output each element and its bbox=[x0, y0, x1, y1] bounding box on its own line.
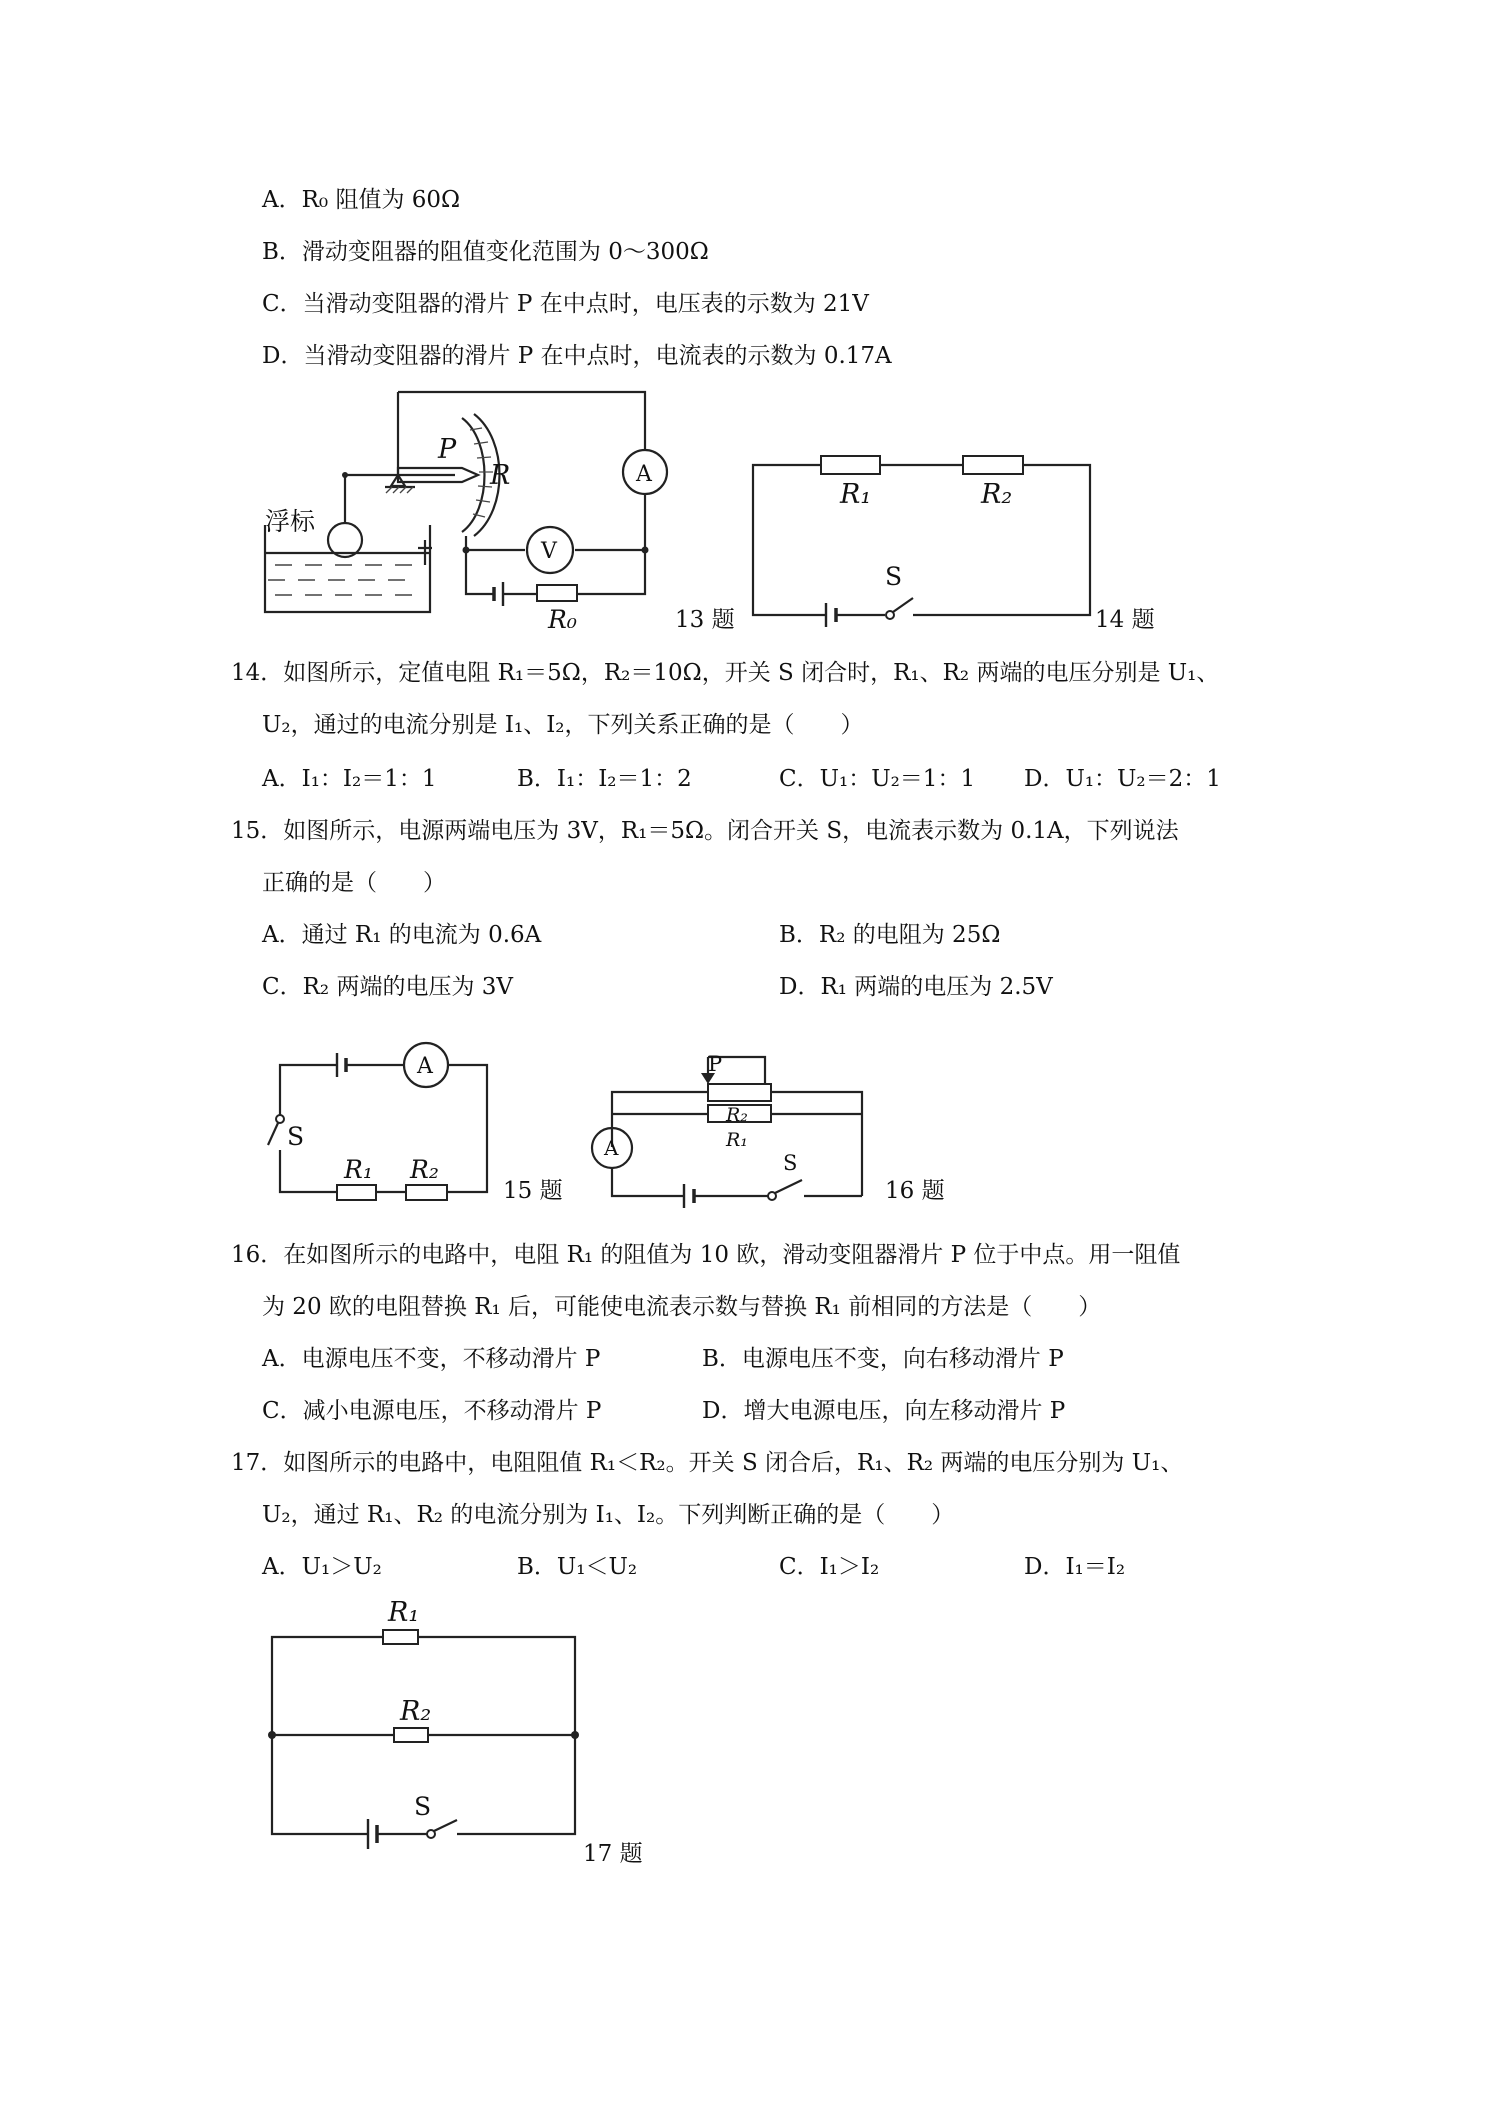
q14-stem-line-1: 14．如图所示，定值电阻 R₁＝5Ω，R₂＝10Ω，开关 S 闭合时，R₁、R₂ 两端的电压分别是 U₁、 bbox=[231, 660, 1220, 686]
q17-option-a: A．U₁＞U₂ bbox=[262, 1554, 382, 1580]
q17-option-b: B．U₁＜U₂ bbox=[517, 1554, 638, 1580]
fig13-label-r: R bbox=[490, 460, 511, 491]
fig17-label-r1: R₁ bbox=[388, 1597, 420, 1628]
fig15-label-r1: R₁ bbox=[344, 1155, 373, 1184]
q15-stem-line-2: 正确的是（ ） bbox=[262, 870, 446, 896]
fig16-label-s: S bbox=[783, 1151, 798, 1175]
q14-option-d: D．U₁：U₂＝2：1 bbox=[1024, 766, 1221, 792]
fig13-voltmeter-label: V bbox=[541, 539, 557, 564]
fig13-ammeter-label: A bbox=[636, 462, 652, 487]
fig17-caption: 17 题 bbox=[583, 1841, 643, 1867]
fig17-label-r2: R₂ bbox=[400, 1696, 432, 1727]
q15-option-a: A．通过 R₁ 的电流为 0.6A bbox=[262, 922, 542, 948]
q17-option-c: C．I₁＞I₂ bbox=[779, 1554, 880, 1580]
q16-option-c: C．减小电源电压，不移动滑片 P bbox=[262, 1398, 602, 1424]
fig17-label-s: S bbox=[414, 1792, 432, 1821]
fig15-label-r2: R₂ bbox=[410, 1155, 439, 1184]
fig16-ammeter-label: A bbox=[604, 1136, 619, 1160]
q17-stem-line-2: U₂，通过 R₁、R₂ 的电流分别为 I₁、I₂。下列判断正确的是（ ） bbox=[262, 1502, 955, 1528]
fig16-label-r1: R₁ bbox=[726, 1129, 748, 1151]
fig15-caption: 15 题 bbox=[503, 1178, 563, 1204]
q16-option-d: D．增大电源电压，向左移动滑片 P bbox=[702, 1398, 1066, 1424]
fig13-float-label: 浮标 bbox=[265, 507, 316, 536]
q16-stem-line-1: 16．在如图所示的电路中，电阻 R₁ 的阻值为 10 欧，滑动变阻器滑片 P 位于中点。用一阻值 bbox=[231, 1242, 1181, 1268]
fig13-label-r0: R₀ bbox=[548, 605, 577, 634]
fig16-label-p: P bbox=[708, 1052, 723, 1076]
fig13-label-p: P bbox=[438, 434, 457, 465]
q16-option-b: B．电源电压不变，向右移动滑片 P bbox=[702, 1346, 1064, 1372]
fig14-label-r2: R₂ bbox=[981, 479, 1013, 510]
fig16-label-r2: R₂ bbox=[726, 1104, 748, 1126]
q13-option-c: C．当滑动变阻器的滑片 P 在中点时，电压表的示数为 21V bbox=[262, 291, 869, 317]
fig14-caption: 14 题 bbox=[1095, 607, 1155, 633]
q14-option-a: A．I₁：I₂＝1：1 bbox=[262, 766, 437, 792]
q17-option-d: D．I₁＝I₂ bbox=[1024, 1554, 1126, 1580]
q13-option-b: B．滑动变阻器的阻值变化范围为 0～300Ω bbox=[262, 239, 709, 265]
q15-option-c: C．R₂ 两端的电压为 3V bbox=[262, 974, 514, 1000]
q16-stem-line-2: 为 20 欧的电阻替换 R₁ 后，可能使电流表示数与替换 R₁ 前相同的方法是（ ） bbox=[262, 1294, 1102, 1320]
q16-option-a: A．电源电压不变，不移动滑片 P bbox=[262, 1346, 601, 1372]
q13-option-a: A．R₀ 阻值为 60Ω bbox=[262, 187, 461, 213]
q15-option-d: D．R₁ 两端的电压为 2.5V bbox=[779, 974, 1053, 1000]
q17-stem-line-1: 17．如图所示的电路中，电阻阻值 R₁＜R₂。开关 S 闭合后，R₁、R₂ 两端的电压分别为 U₁、 bbox=[231, 1450, 1184, 1476]
q14-option-b: B．I₁：I₂＝1：2 bbox=[517, 766, 692, 792]
fig14-label-s: S bbox=[885, 562, 903, 591]
q15-stem-line-1: 15．如图所示，电源两端电压为 3V，R₁＝5Ω。闭合开关 S，电流表示数为 0.1A，下列说法 bbox=[231, 818, 1179, 844]
fig15-ammeter-label: A bbox=[417, 1054, 433, 1079]
fig13-caption: 13 题 bbox=[675, 607, 735, 633]
q15-option-b: B．R₂ 的电阻为 25Ω bbox=[779, 922, 1001, 948]
q13-option-d: D．当滑动变阻器的滑片 P 在中点时，电流表的示数为 0.17A bbox=[262, 343, 892, 369]
fig14-label-r1: R₁ bbox=[840, 479, 872, 510]
q14-option-c: C．U₁：U₂＝1：1 bbox=[779, 766, 976, 792]
q14-stem-line-2: U₂，通过的电流分别是 I₁、I₂，下列关系正确的是（ ） bbox=[262, 712, 864, 738]
fig16-caption: 16 题 bbox=[885, 1178, 945, 1204]
fig15-label-s: S bbox=[287, 1122, 305, 1151]
